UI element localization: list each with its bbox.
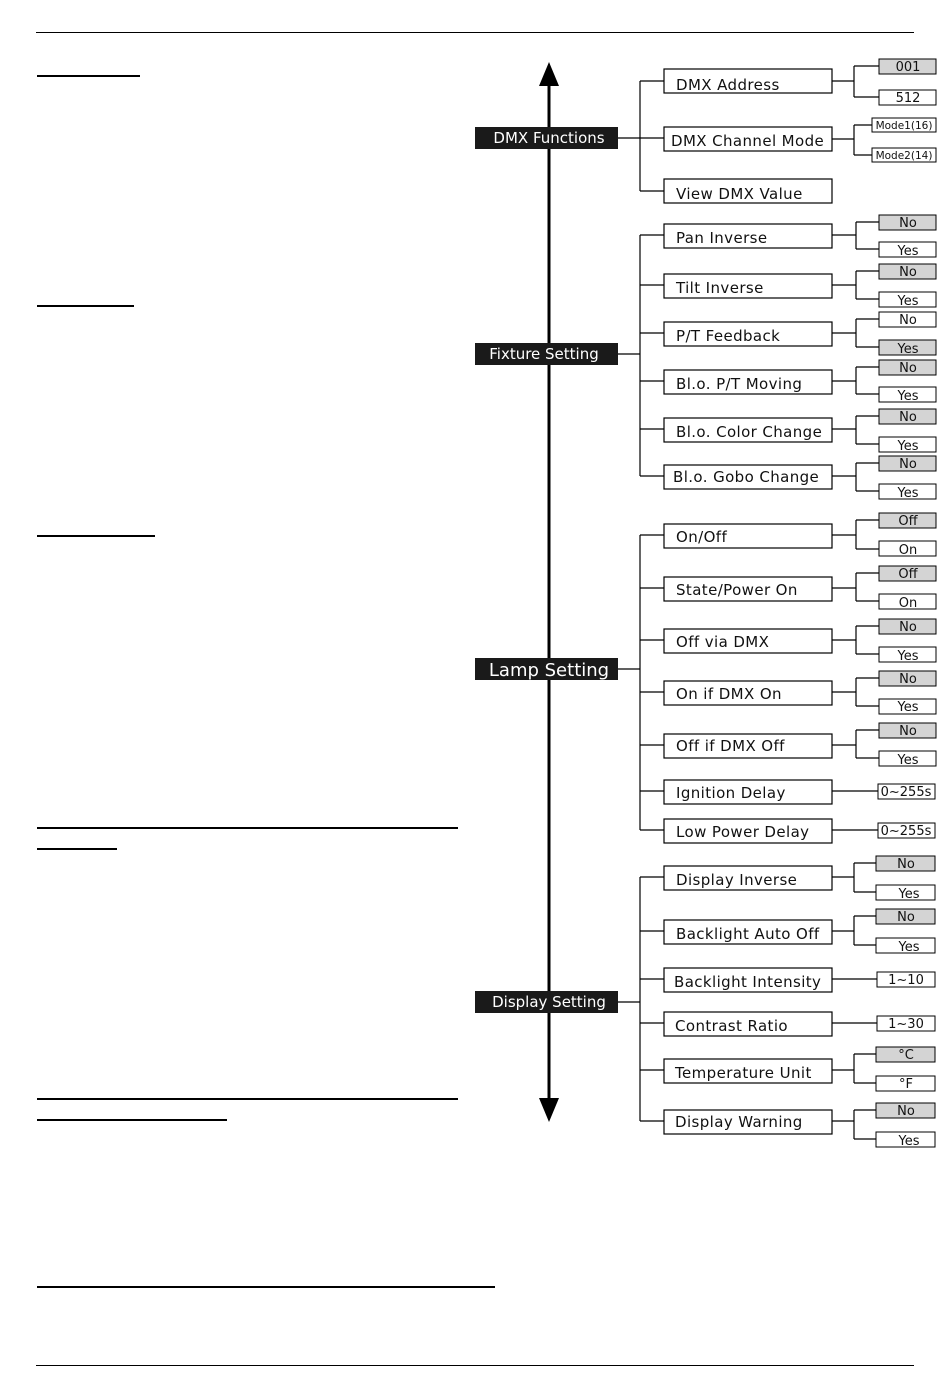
menu-item-tilt-inverse[interactable]: [664, 274, 832, 298]
menu-item-off-if-dmx-off[interactable]: [664, 734, 832, 758]
option-label: On: [898, 596, 918, 611]
menu-item-label: DMX Address: [676, 76, 780, 94]
menu-item-label: Display Warning: [675, 1113, 803, 1131]
main-axis: [539, 62, 559, 1122]
option[interactable]: [879, 647, 936, 664]
option-default[interactable]: [879, 59, 936, 75]
option-label: No: [899, 457, 917, 472]
option-label: No: [897, 910, 915, 925]
menu-item-label: Pan Inverse: [676, 229, 768, 247]
menu-item-label: Display Inverse: [676, 871, 798, 889]
menu-item-backlight-intensity[interactable]: [664, 968, 832, 992]
option-label: On: [898, 543, 918, 558]
option[interactable]: [876, 1076, 935, 1092]
menu-item-pt-feedback[interactable]: [664, 322, 832, 346]
option[interactable]: [872, 118, 936, 132]
option[interactable]: [879, 594, 936, 611]
option-label: 0~255s: [880, 824, 932, 839]
option-range[interactable]: [878, 823, 935, 839]
menu-item-label: Bl.o. P/T Moving: [676, 375, 803, 393]
option-label: Yes: [897, 700, 919, 715]
connectors: [618, 222, 879, 491]
option[interactable]: [879, 292, 936, 309]
option-label: 0~255s: [880, 785, 932, 800]
menu-item-label: Temperature Unit: [675, 1064, 812, 1082]
menu-item-label: Off if DMX Off: [676, 737, 785, 755]
category-label: DMX Functions: [493, 129, 605, 147]
menu-item-on-off[interactable]: [664, 524, 832, 548]
option-default[interactable]: [879, 409, 936, 425]
menu-item-label: P/T Feedback: [676, 327, 781, 345]
option-default[interactable]: [876, 909, 935, 925]
option[interactable]: [872, 148, 936, 162]
menu-item-label: DMX Channel Mode: [671, 132, 825, 150]
arrow-up-icon: [539, 62, 559, 86]
menu-item-ignition-delay[interactable]: [664, 780, 832, 804]
menu-item-state-power-on[interactable]: [664, 577, 832, 601]
menu-item-label: Ignition Delay: [676, 784, 786, 802]
option[interactable]: [876, 938, 935, 955]
option-default[interactable]: [879, 360, 936, 376]
option-label: Yes: [897, 439, 919, 454]
menu-item-label: Tilt Inverse: [676, 279, 764, 297]
option-default[interactable]: [879, 456, 936, 472]
category-label: Fixture Setting: [489, 345, 599, 363]
option-label: Yes: [897, 294, 919, 309]
menu-item-display-warning[interactable]: [664, 1110, 832, 1134]
menu-item-label: On/Off: [676, 528, 728, 546]
menu-item-temperature-unit[interactable]: [664, 1059, 832, 1083]
option-label: No: [897, 857, 915, 872]
option-label: 001: [895, 60, 921, 75]
option-label: Yes: [898, 887, 920, 902]
menu-item-label: On if DMX On: [676, 685, 782, 703]
option-default[interactable]: [876, 1103, 935, 1119]
option-label: Yes: [897, 486, 919, 501]
category-lamp-setting[interactable]: [475, 658, 618, 681]
menu-item-label: Off via DMX: [676, 633, 770, 651]
option-label: No: [897, 1104, 915, 1119]
option-default[interactable]: [879, 619, 936, 635]
menu-item-dmx-address[interactable]: [664, 69, 832, 94]
menu-item-low-power-delay[interactable]: [664, 819, 832, 843]
option-label: °F: [899, 1077, 913, 1092]
menu-item-label: Contrast Ratio: [675, 1017, 788, 1035]
category-fixture-setting[interactable]: [475, 343, 618, 365]
option-default[interactable]: [879, 566, 936, 582]
option-label: No: [899, 265, 917, 280]
option-default[interactable]: [879, 215, 936, 231]
option-default[interactable]: [879, 264, 936, 280]
menu-item-on-if-dmx-on[interactable]: [664, 681, 832, 705]
menu-item-dmx-channel-mode[interactable]: [664, 127, 832, 151]
category-label: Lamp Setting: [488, 660, 610, 681]
option-label: 1~30: [888, 1017, 924, 1032]
option[interactable]: [879, 90, 936, 106]
option-label: No: [899, 410, 917, 425]
arrow-down-icon: [539, 1098, 559, 1122]
option-range[interactable]: [877, 1016, 935, 1032]
option-label: Off: [898, 567, 918, 582]
option-range[interactable]: [878, 784, 935, 800]
option-label: 1~10: [888, 973, 924, 988]
option[interactable]: [879, 699, 936, 715]
option-label: No: [899, 672, 917, 687]
option-label: No: [899, 313, 917, 328]
menu-item-blo-color-change[interactable]: [664, 418, 832, 442]
option-range[interactable]: [877, 972, 935, 988]
option-default[interactable]: [879, 671, 936, 687]
option-default[interactable]: [876, 856, 935, 872]
option-label: Yes: [898, 940, 920, 955]
option-label: Yes: [897, 342, 919, 357]
menu-item-backlight-auto-off[interactable]: [664, 920, 832, 944]
menu-item-off-via-dmx[interactable]: [664, 629, 832, 653]
option-default[interactable]: [879, 513, 936, 529]
option-label: Yes: [897, 753, 919, 768]
option[interactable]: [879, 541, 936, 558]
menu-item-label: Low Power Delay: [676, 823, 810, 841]
option-default[interactable]: [876, 1047, 935, 1063]
option[interactable]: [876, 1132, 935, 1149]
option-label: Yes: [897, 649, 919, 664]
option-label: No: [899, 216, 917, 231]
option-label: Yes: [897, 389, 919, 404]
option-default[interactable]: [879, 723, 936, 739]
option-default[interactable]: [879, 340, 936, 357]
menu-item-label: State/Power On: [676, 581, 798, 599]
menu-item-view-dmx-value[interactable]: [664, 179, 832, 203]
menu-item-label: View DMX Value: [676, 185, 803, 203]
option[interactable]: [879, 312, 936, 328]
menu-item-label: Backlight Intensity: [674, 973, 822, 991]
option-label: °C: [898, 1048, 914, 1063]
category-display-setting[interactable]: [475, 991, 618, 1013]
option-label: Yes: [897, 244, 919, 259]
category-label: Display Setting: [492, 993, 606, 1011]
menu-item-label: Bl.o. Gobo Change: [673, 468, 820, 486]
menu-item-pan-inverse[interactable]: [664, 224, 832, 248]
connectors: [618, 863, 877, 1139]
option[interactable]: [879, 751, 936, 768]
option-label: Mode2(14): [875, 150, 933, 162]
option-label: No: [899, 361, 917, 376]
menu-item-blo-pt-moving[interactable]: [664, 370, 832, 394]
option-label: Yes: [898, 1134, 920, 1149]
option[interactable]: [879, 484, 936, 501]
menu-item-contrast-ratio[interactable]: [664, 1012, 832, 1036]
menu-item-label: Backlight Auto Off: [676, 925, 820, 943]
option-label: No: [899, 724, 917, 739]
option-label: 512: [895, 91, 921, 106]
menu-item-display-inverse[interactable]: [664, 866, 832, 890]
option-label: Mode1(16): [875, 120, 933, 132]
menu-item-label: Bl.o. Color Change: [676, 423, 823, 441]
option[interactable]: [879, 242, 936, 259]
menu-item-blo-gobo-change[interactable]: [664, 465, 832, 489]
option-label: Off: [898, 514, 918, 529]
option-label: No: [899, 620, 917, 635]
option[interactable]: [876, 885, 935, 902]
option[interactable]: [879, 387, 936, 404]
option[interactable]: [879, 437, 936, 454]
category-dmx-functions[interactable]: [475, 127, 618, 149]
